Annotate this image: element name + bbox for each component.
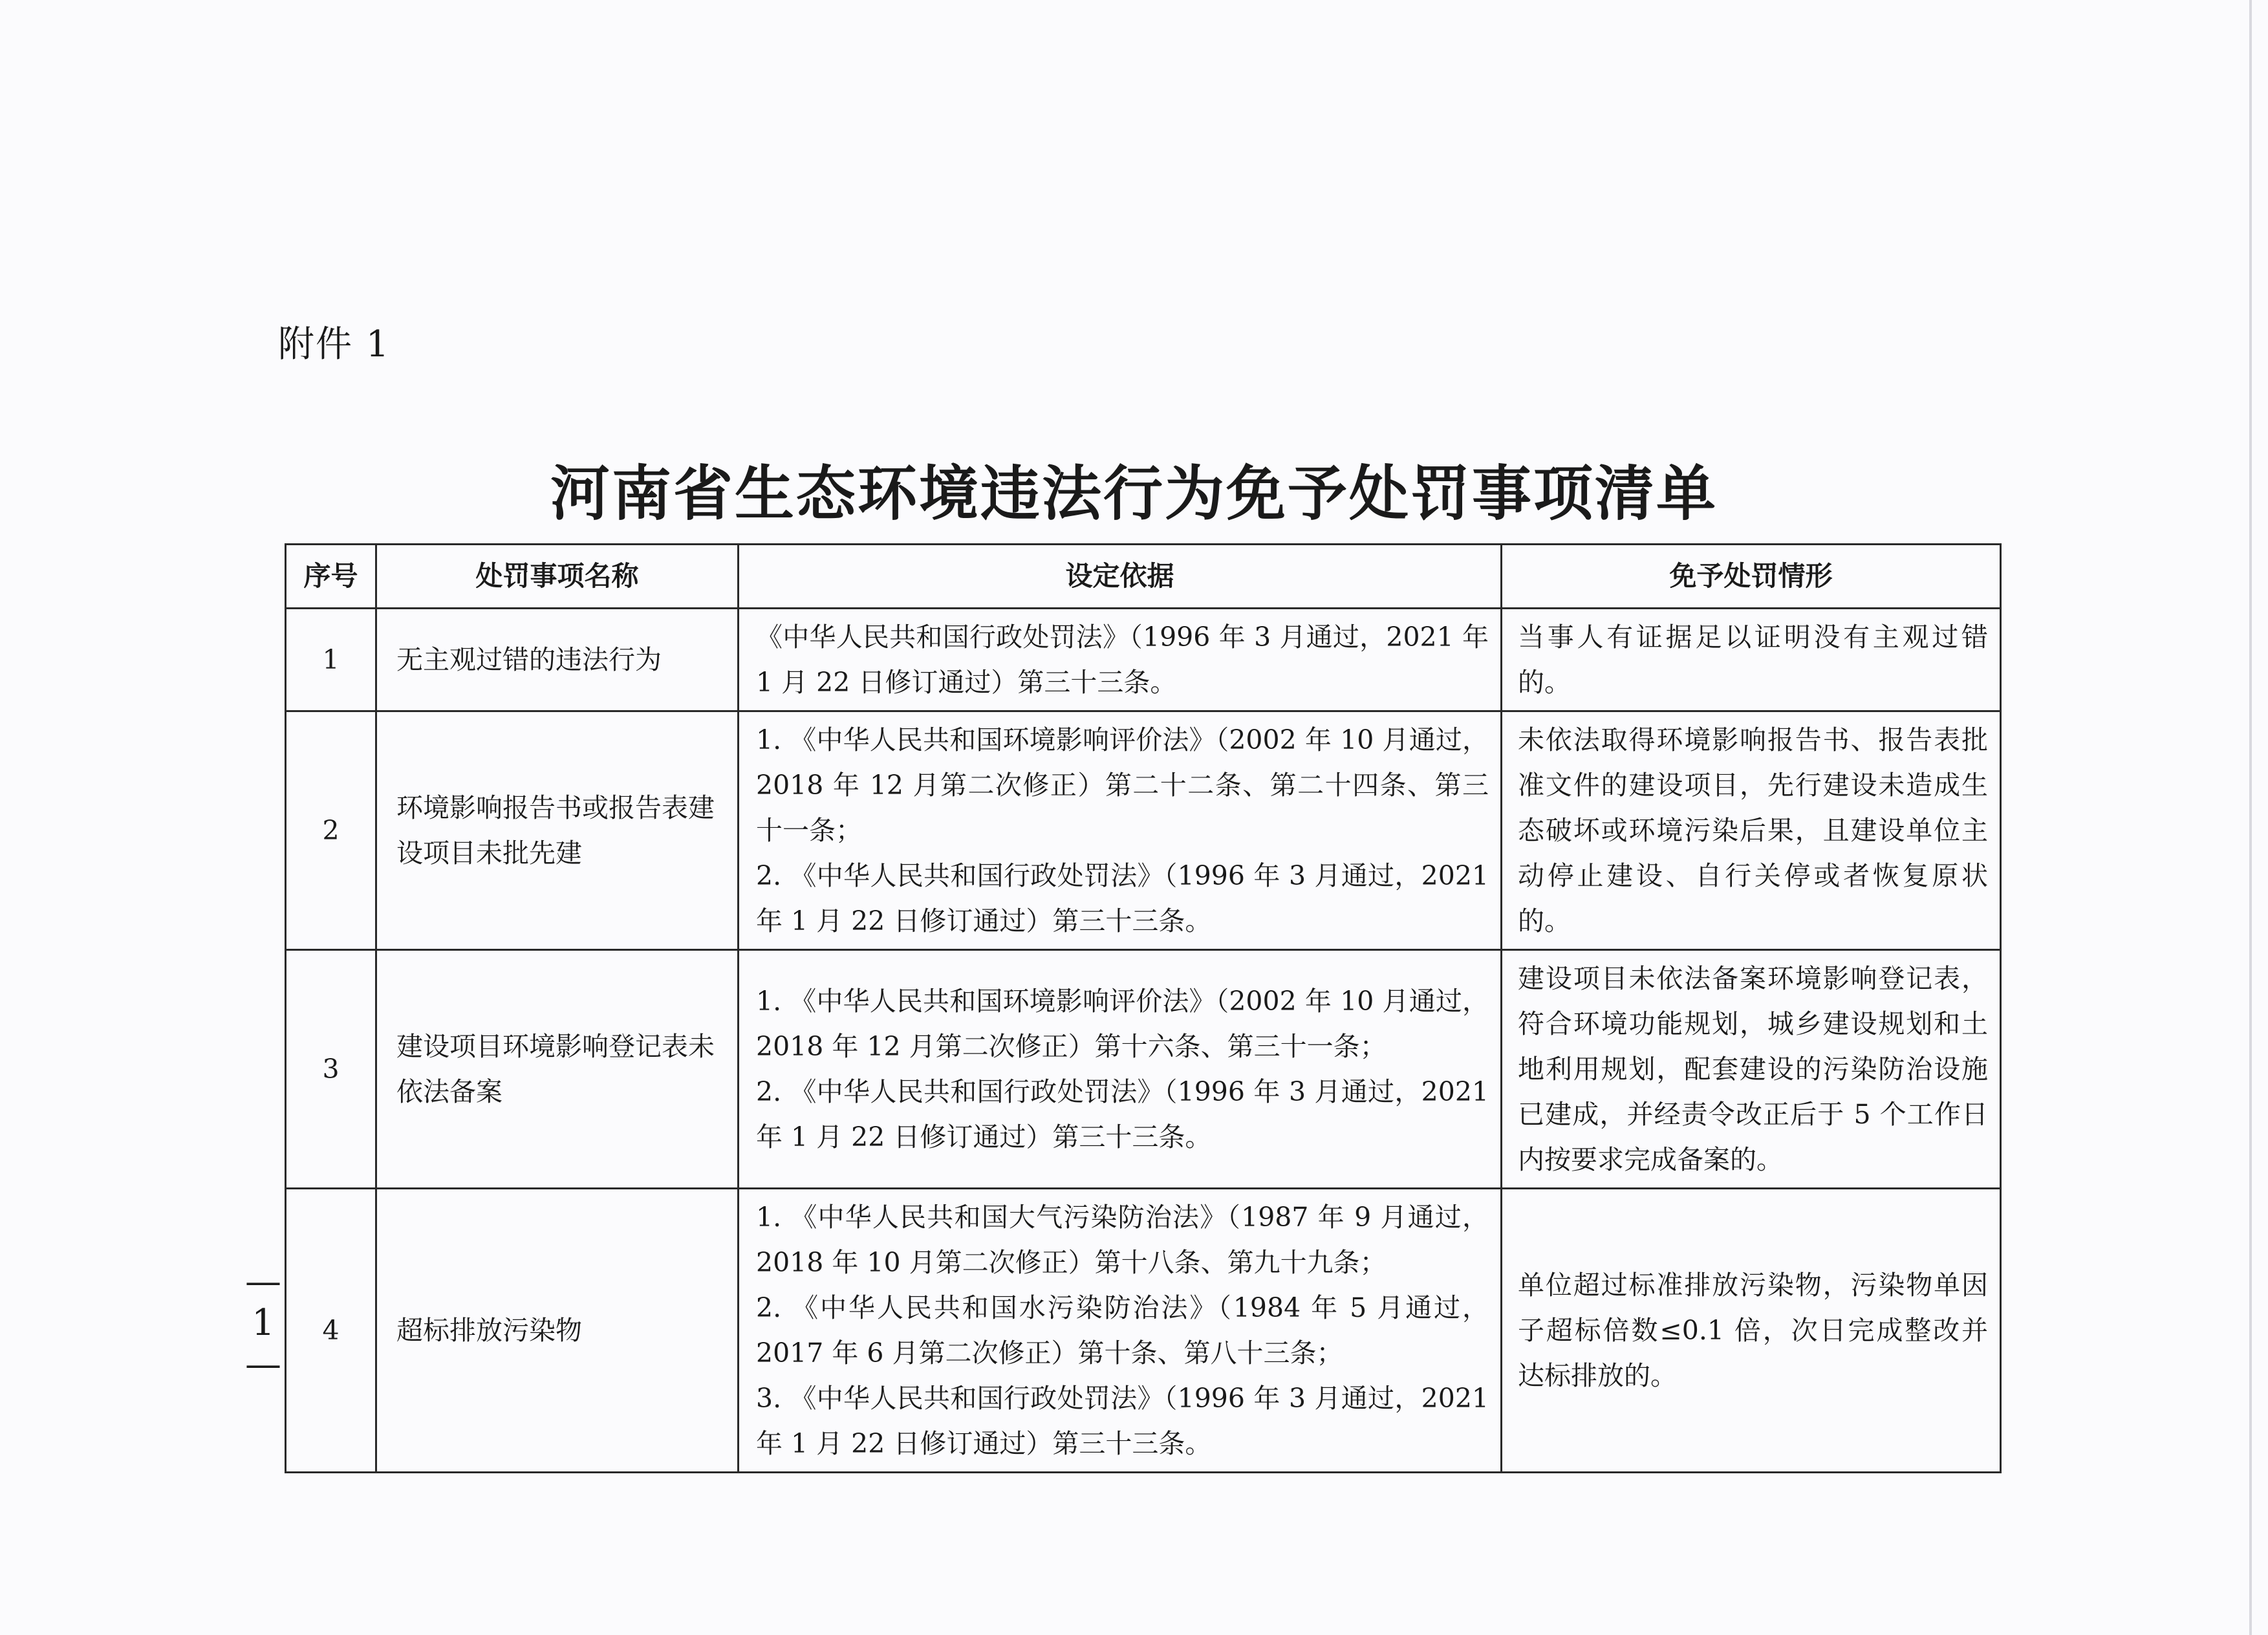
row-name: 环境影响报告书或报告表建设项目未批先建 — [376, 711, 739, 950]
row-basis — [739, 950, 1502, 1189]
row-no: 4 — [286, 1189, 376, 1473]
attachment-label: 附件 1 — [278, 323, 391, 365]
row-case: 当事人有证据足以证明没有主观过错的。 — [1502, 609, 2001, 711]
row-name: 建设项目环境影响登记表未依法备案 — [376, 950, 739, 1189]
basis-item: 1. 《中华人民共和国大气污染防治法》（1987 年 9 月通过，2018 年 10 月第二次修正）第十八条、第九十九条； — [756, 1202, 1489, 1278]
scan-edge — [2249, 0, 2252, 1635]
basis-item: 2. 《中华人民共和国行政处罚法》（1996 年 3 月通过，2021 年 1 月 22 日修订通过）第三十三条。 — [756, 860, 1489, 937]
header-no: 序号 — [286, 545, 376, 609]
row-no: 3 — [286, 950, 376, 1189]
document-title: 河南省生态环境违法行为免予处罚事项清单 — [550, 459, 1718, 528]
row-no: 1 — [286, 609, 376, 711]
table-row — [286, 609, 2001, 711]
basis-item: 1. 《中华人民共和国环境影响评价法》（2002 年 10 月通过，2018 年 12 月第二次修正）第十六条、第三十一条； — [756, 986, 1489, 1062]
row-case: 建设项目未依法备案环境影响登记表，符合环境功能规划，城乡建设规划和土地利用规划，配套建设的污染防治设施已建成，并经责令改正后于 5 个工作日内按要求完成备案的。 — [1502, 950, 2001, 1189]
page-number — [241, 1261, 286, 1385]
row-basis — [739, 711, 1502, 950]
header-basis: 设定依据 — [739, 545, 1502, 609]
row-no: 2 — [286, 711, 376, 950]
row-case: 单位超过标准排放污染物，污染物单因子超标倍数≤0.1 倍，次日完成整改并达标排放的。 — [1502, 1189, 2001, 1473]
row-name: 超标排放污染物 — [376, 1189, 739, 1473]
table-row — [286, 1189, 2001, 1473]
row-case: 未依法取得环境影响报告书、报告表批准文件的建设项目，先行建设未造成生态破坏或环境污染后果，且建设单位主动停止建设、自行关停或者恢复原状的。 — [1502, 711, 2001, 950]
row-basis — [739, 1189, 1502, 1473]
basis-item: 1. 《中华人民共和国环境影响评价法》（2002 年 10 月通过，2018 年 12 月第二次修正）第二十二条、第二十四条、第三十一条； — [756, 724, 1489, 846]
basis-item: 2. 《中华人民共和国水污染防治法》（1984 年 5 月通过，2017 年 6 月第二次修正）第十条、第八十三条； — [756, 1292, 1489, 1369]
basis-item: 2. 《中华人民共和国行政处罚法》（1996 年 3 月通过，2021 年 1 月 22 日修订通过）第三十三条。 — [756, 1076, 1489, 1153]
table-row — [286, 711, 2001, 950]
page-number-value: 1 — [252, 1302, 275, 1344]
row-basis — [739, 609, 1502, 711]
basis-item: 《中华人民共和国行政处罚法》（1996 年 3 月通过，2021 年 1 月 22 日修订通过）第三十三条。 — [756, 622, 1489, 698]
row-name: 无主观过错的违法行为 — [376, 609, 739, 711]
page-number-dash-bottom: — — [245, 1343, 281, 1385]
basis-item: 3. 《中华人民共和国行政处罚法》（1996 年 3 月通过，2021 年 1 月 22 日修订通过）第三十三条。 — [756, 1383, 1489, 1459]
header-name: 处罚事项名称 — [376, 545, 739, 609]
exemption-table — [285, 543, 2002, 1473]
header-case: 免予处罚情形 — [1502, 545, 2001, 609]
table-header-row — [286, 545, 2001, 609]
page-number-dash-top: — — [245, 1261, 281, 1303]
table-row — [286, 950, 2001, 1189]
